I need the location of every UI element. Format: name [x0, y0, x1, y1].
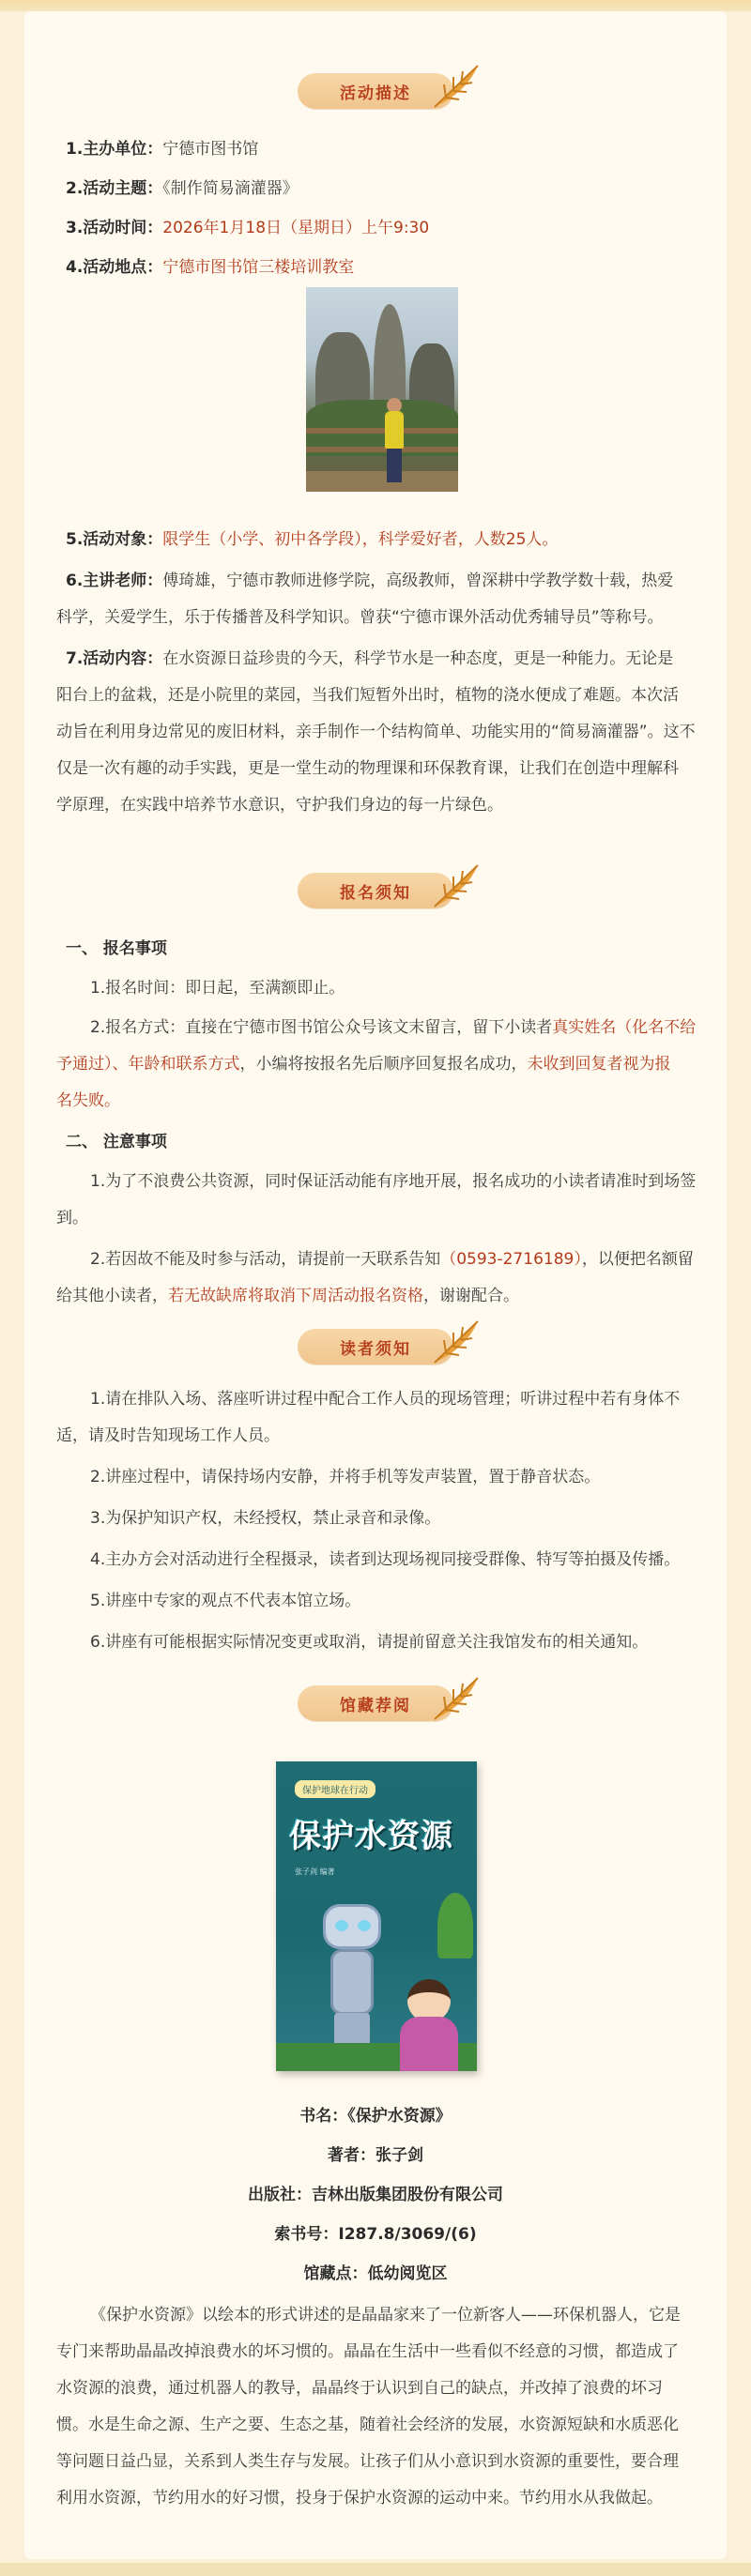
- speaker-label: 6.主讲老师：: [66, 572, 163, 590]
- place-value: 宁德市图书馆三楼培训教室: [162, 258, 355, 277]
- section-header-recommend: [24, 1680, 727, 1725]
- content-text-1: 在水资源日益珍贵的今天，科学节水是一种态度，更是一种能力。无论是: [162, 649, 674, 668]
- book-desc-4: 惯。水是生命之源、生产之要、生态之基，随着社会经济的发展，水资源短缺和水质恶化: [56, 2416, 679, 2434]
- content-text-2: 阳台上的盆栽，还是小院里的菜园，当我们短暂外出时，植物的浇水便成了难题。本次活: [56, 686, 679, 705]
- reader-rule-6: 6.讲座有可能根据实际情况变更或取消，请提前留意关注我馆发布的相关通知。: [90, 1633, 649, 1652]
- theme-line: [24, 171, 727, 207]
- content-label: 7.活动内容：: [66, 649, 163, 668]
- theme-value: 《制作简易滴灌器》: [162, 179, 299, 198]
- section-badge: [298, 873, 453, 908]
- book-cover-title: 保护水资源: [289, 1818, 453, 1855]
- register-method-2a: 予通过）、年龄和联系方式: [56, 1055, 240, 1074]
- leaf-icon: [425, 60, 485, 116]
- contact-phone: （0593-2716189）: [440, 1250, 582, 1269]
- section-header-activity: [24, 68, 727, 113]
- book-publisher: 出版社：吉林出版集团股份有限公司: [248, 2186, 503, 2204]
- content-card: [24, 11, 727, 2559]
- register-heading-2: 二、 注意事项: [66, 1133, 167, 1151]
- bottom-border: [0, 2563, 751, 2576]
- section-title: 读者须知: [340, 1339, 411, 1359]
- reader-rule-3: 3.为保护知识产权，未经授权，禁止录音和录像。: [90, 1509, 441, 1528]
- book-author: 著者：张子剑: [328, 2146, 423, 2165]
- time-value: 2026年1月18日（星期日）上午9:30: [162, 219, 430, 237]
- leaf-icon: [425, 1672, 485, 1729]
- register-method-1a: 2.报名方式：直接在宁德市图书馆公众号该文末留言，留下小读者: [90, 1018, 553, 1037]
- register-method-3: 名失败。: [56, 1091, 120, 1110]
- book-name: 书名：《保护水资源》: [299, 2107, 452, 2126]
- register-method-2b: ，小编将按报名先后顺序回复报名成功，: [239, 1055, 528, 1074]
- speaker-text-2: 科学，关爱学生，乐于传播普及科学知识。曾获“宁德市课外活动优秀辅导员”等称号。: [56, 608, 664, 627]
- speaker-line-2: [24, 600, 727, 636]
- notice-2-line-2c: ，谢谢配合。: [423, 1287, 519, 1305]
- reader-rule-1-line-1: 1.请在排队入场、落座听讲过程中配合工作人员的现场管理；听讲过程中若有身体不: [90, 1390, 681, 1409]
- notice-2-line-1c: ，以便把名额留: [581, 1250, 694, 1269]
- register-heading-1: 一、 报名事项: [66, 939, 167, 958]
- target-value: 限学生（小学、初中各学段），科学爱好者，人数25人。: [162, 530, 559, 549]
- reader-rule-2: 2.讲座过程中，请保持场内安静，并将手机等发声装置，置于静音状态。: [90, 1468, 601, 1486]
- target-line: [24, 522, 727, 558]
- time-line: [24, 210, 727, 247]
- host-label: 1.主办单位：: [66, 140, 163, 159]
- reader-rule-4: 4.主办方会对活动进行全程摄录，读者到达现场视同接受群像、特写等拍摄及传播。: [90, 1550, 681, 1569]
- book-call-number: 索书号：I287.8/3069/(6): [274, 2225, 477, 2244]
- notice-1-line-2: 到。: [56, 1209, 88, 1227]
- target-label: 5.活动对象：: [66, 530, 163, 549]
- section-badge: [298, 1685, 453, 1721]
- notice-2-line-1a: 2.若因故不能及时参与活动，请提前一天联系告知: [90, 1250, 441, 1269]
- content-text-4: 仅是一次有趣的动手实践，更是一堂生动的物理课和环保教育课，让我们在创造中理解科: [56, 759, 679, 778]
- register-method-2c: 未收到回复者视为报: [527, 1055, 671, 1074]
- section-title: 活动描述: [340, 84, 411, 103]
- top-border: [0, 0, 751, 11]
- book-cover-series: 保护地球在行动: [295, 1780, 376, 1798]
- book-location: 馆藏点：低幼阅览区: [303, 2264, 448, 2283]
- leaf-icon: [425, 1316, 485, 1372]
- book-desc-5: 等问题日益凸显，关系到人类生存与发展。让孩子们从小意识到水资源的重要性，要合理: [56, 2452, 679, 2471]
- section-title: 报名须知: [340, 883, 411, 903]
- book-desc-6: 利用水资源，节约用水的好习惯，投身于保护水资源的运动中来。节约用水从我做起。: [56, 2489, 663, 2507]
- book-cover-author: 张子剑 编著: [295, 1867, 335, 1876]
- content-line-1: [24, 641, 727, 678]
- leaf-icon: [425, 860, 485, 916]
- host-value: 宁德市图书馆: [162, 140, 259, 159]
- section-badge: [298, 1329, 453, 1364]
- reader-rule-1-line-2: 适，请及时告知现场工作人员。: [56, 1426, 280, 1445]
- content-text-5: 学原理，在实践中培养节水意识，守护我们身边的每一片绿色。: [56, 796, 503, 815]
- section-header-reader: [24, 1323, 727, 1368]
- place-line: [24, 250, 727, 286]
- section-badge: [298, 73, 453, 109]
- notice-2-line-2b: 若无故缺席将取消下周活动报名资格: [168, 1287, 423, 1305]
- time-label: 3.活动时间：: [66, 219, 163, 237]
- robot-illustration: [323, 1904, 381, 1949]
- speaker-line-1: [24, 563, 727, 600]
- reader-rule-5: 5.讲座中专家的观点不代表本馆立场。: [90, 1592, 361, 1610]
- book-desc-1: 《保护水资源》以绘本的形式讲述的是晶晶家来了一位新客人——环保机器人，它是: [90, 2306, 681, 2324]
- section-title: 馆藏荐阅: [340, 1696, 411, 1715]
- section-header-register: [24, 867, 727, 912]
- host-line: [24, 131, 727, 168]
- book-cover: [276, 1761, 477, 2071]
- theme-label: 2.活动主题：: [66, 179, 163, 198]
- content-text-3: 动旨在利用身边常见的废旧材料，亲手制作一个结构简单、功能实用的“简易滴灌器”。这不: [56, 723, 696, 741]
- speaker-photo: [306, 287, 458, 492]
- notice-2-line-2a: 给其他小读者，: [56, 1287, 168, 1305]
- register-time: 1.报名时间：即日起，至满额即止。: [90, 979, 345, 998]
- register-method-1b: 真实姓名（化名不给: [552, 1018, 697, 1037]
- book-desc-2: 专门来帮助晶晶改掉浪费水的坏习惯的。晶晶在生活中一些看似不经意的习惯，都造成了: [56, 2342, 679, 2361]
- place-label: 4.活动地点：: [66, 258, 163, 277]
- speaker-text-1: 傅琦雄，宁德市教师进修学院，高级教师，曾深耕中学教学数十载，热爱: [162, 572, 674, 590]
- book-desc-3: 水资源的浪费，通过机器人的教导，晶晶终于认识到自己的缺点，并改掉了浪费的坏习: [56, 2379, 663, 2398]
- notice-1-line-1: 1.为了不浪费公共资源，同时保证活动能有序地开展，报名成功的小读者请准时到场签: [90, 1172, 697, 1191]
